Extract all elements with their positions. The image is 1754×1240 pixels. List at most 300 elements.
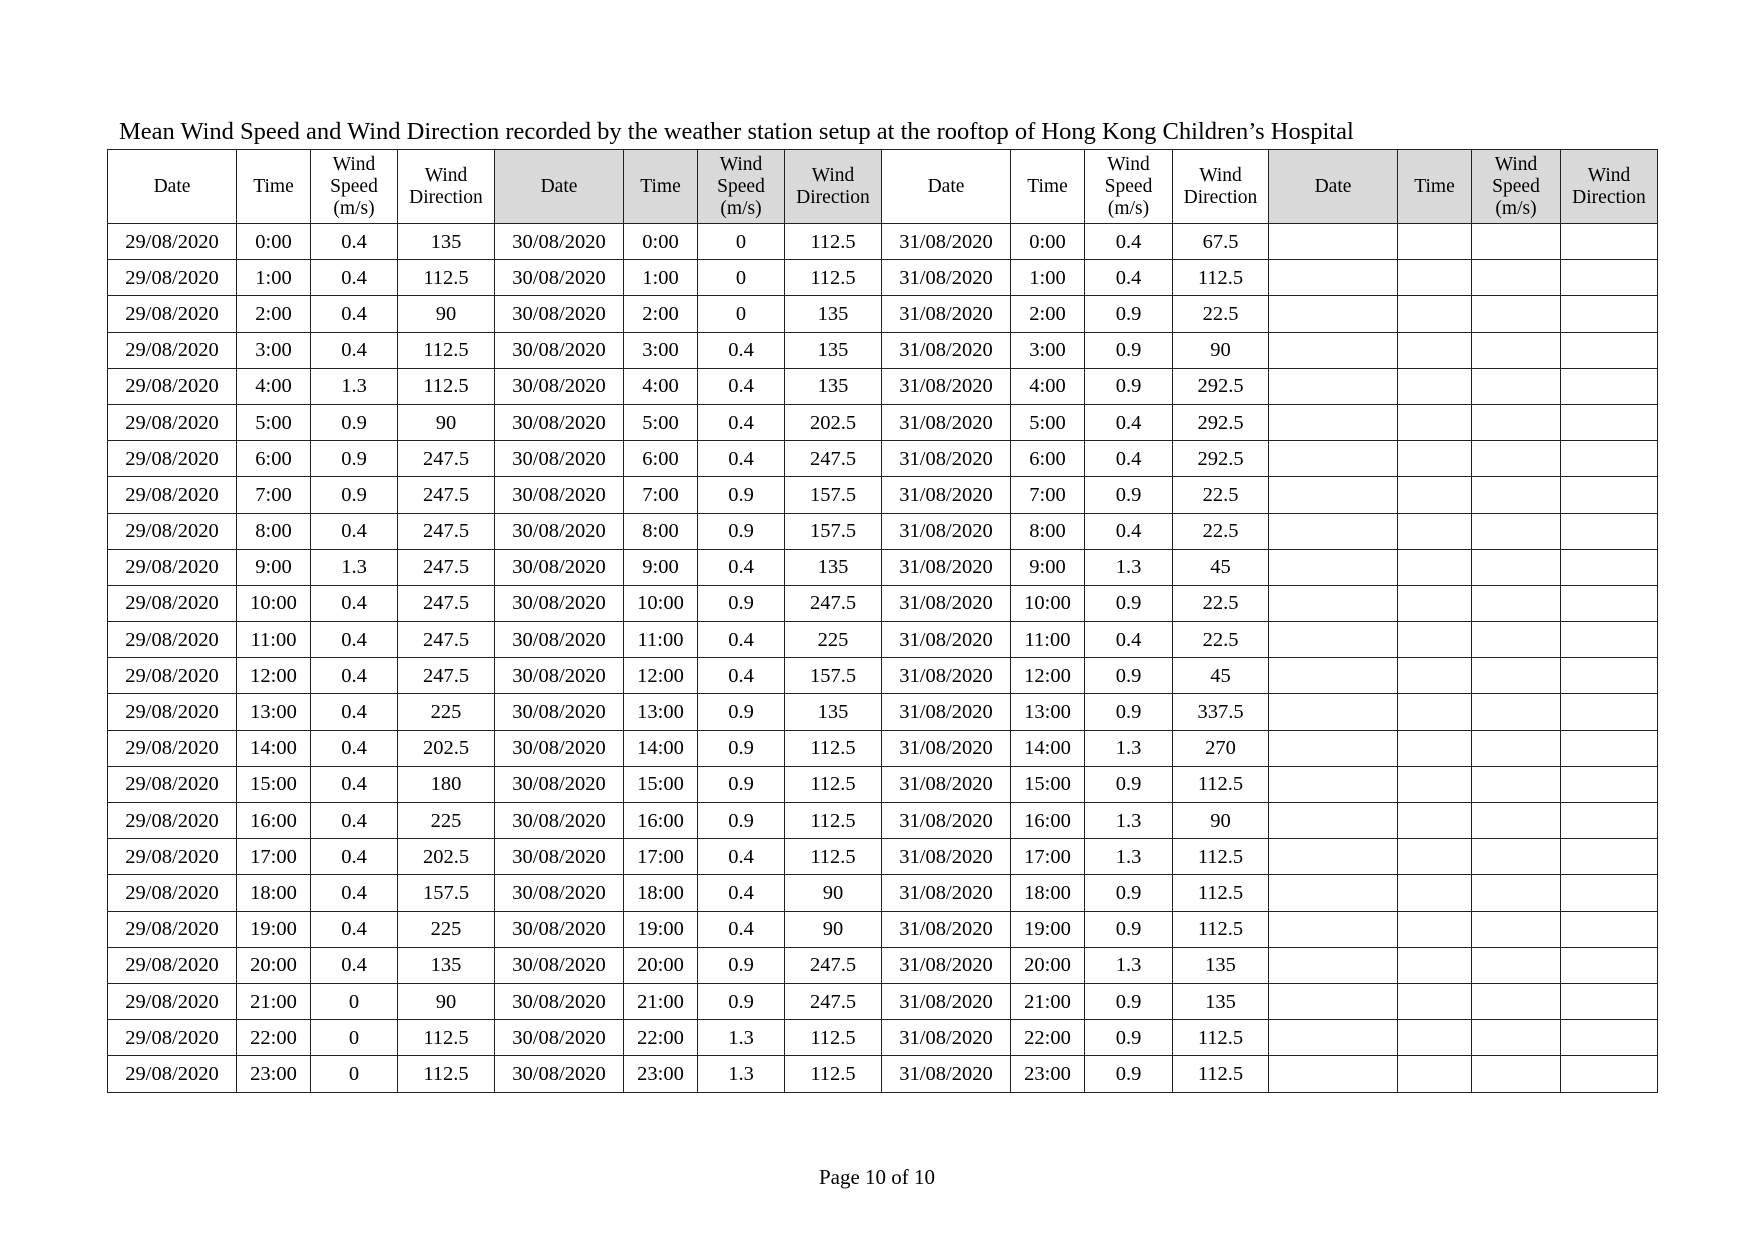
wind-direction-cell: 112.5 [398, 368, 495, 404]
date-cell: 30/08/2020 [495, 296, 624, 332]
wind-speed-cell: 0.9 [311, 477, 398, 513]
wind-direction-cell: 157.5 [785, 513, 882, 549]
wind-speed-cell: 0 [311, 1020, 398, 1056]
wind-direction-cell: 22.5 [1173, 477, 1269, 513]
time-cell: 19:00 [1011, 911, 1085, 947]
table-row [108, 658, 1658, 694]
wind-speed-cell: 0.9 [1085, 1020, 1173, 1056]
wind-speed-cell: 0.9 [1085, 477, 1173, 513]
date-cell: 30/08/2020 [495, 694, 624, 730]
wind-speed-cell: 0.4 [311, 332, 398, 368]
wind-speed-cell [1472, 549, 1561, 585]
wind-direction-cell: 247.5 [398, 622, 495, 658]
date-cell: 31/08/2020 [882, 658, 1011, 694]
date-cell [1269, 911, 1398, 947]
table-row [108, 694, 1658, 730]
time-cell: 0:00 [624, 224, 698, 260]
wind-speed-cell: 0 [311, 1056, 398, 1092]
wind-direction-cell: 247.5 [398, 549, 495, 585]
date-cell: 30/08/2020 [495, 983, 624, 1019]
time-cell: 2:00 [1011, 296, 1085, 332]
date-cell: 30/08/2020 [495, 368, 624, 404]
time-cell: 5:00 [624, 404, 698, 440]
wind-direction-cell: 135 [1173, 947, 1269, 983]
time-cell: 9:00 [624, 549, 698, 585]
time-cell: 8:00 [624, 513, 698, 549]
time-cell: 21:00 [624, 983, 698, 1019]
wind-direction-cell: 135 [1173, 983, 1269, 1019]
time-cell: 18:00 [624, 875, 698, 911]
wind-direction-cell [1561, 694, 1658, 730]
date-cell: 31/08/2020 [882, 911, 1011, 947]
time-cell [1398, 404, 1472, 440]
wind-direction-cell: 247.5 [785, 947, 882, 983]
time-cell: 23:00 [624, 1056, 698, 1092]
page-number: Page 10 of 10 [818, 1165, 936, 1189]
wind-direction-cell: 22.5 [1173, 585, 1269, 621]
date-cell: 29/08/2020 [108, 1020, 237, 1056]
date-cell: 30/08/2020 [495, 875, 624, 911]
date-cell [1269, 875, 1398, 911]
wind-direction-cell [1561, 803, 1658, 839]
table-row [108, 332, 1658, 368]
header-wind-direction: Wind Direction [398, 150, 495, 224]
wind-speed-cell: 0.4 [311, 947, 398, 983]
time-cell: 18:00 [237, 875, 311, 911]
time-cell: 3:00 [237, 332, 311, 368]
wind-speed-cell [1472, 730, 1561, 766]
wind-speed-cell [1472, 332, 1561, 368]
date-cell: 31/08/2020 [882, 1056, 1011, 1092]
wind-direction-cell: 112.5 [785, 730, 882, 766]
date-cell [1269, 658, 1398, 694]
wind-speed-cell: 0.4 [311, 875, 398, 911]
time-cell: 1:00 [1011, 260, 1085, 296]
wind-direction-cell: 112.5 [785, 1056, 882, 1092]
wind-direction-cell [1561, 730, 1658, 766]
time-cell: 6:00 [237, 441, 311, 477]
wind-speed-cell: 0.9 [698, 477, 785, 513]
date-cell [1269, 332, 1398, 368]
wind-direction-cell: 112.5 [398, 332, 495, 368]
time-cell: 12:00 [624, 658, 698, 694]
time-cell [1398, 513, 1472, 549]
header-wind-direction: Wind Direction [1173, 150, 1269, 224]
wind-speed-cell: 0.9 [1085, 332, 1173, 368]
time-cell: 20:00 [624, 947, 698, 983]
wind-direction-cell: 135 [785, 694, 882, 730]
date-cell [1269, 766, 1398, 802]
time-cell: 7:00 [237, 477, 311, 513]
date-cell: 30/08/2020 [495, 911, 624, 947]
date-cell: 29/08/2020 [108, 766, 237, 802]
time-cell [1398, 477, 1472, 513]
wind-speed-cell: 0.4 [698, 404, 785, 440]
wind-speed-cell [1472, 368, 1561, 404]
time-cell: 16:00 [1011, 803, 1085, 839]
wind-direction-cell [1561, 296, 1658, 332]
date-cell: 29/08/2020 [108, 730, 237, 766]
wind-direction-cell: 270 [1173, 730, 1269, 766]
wind-speed-cell: 0.9 [1085, 911, 1173, 947]
wind-direction-cell: 247.5 [785, 585, 882, 621]
header-wind-speed: Wind Speed (m/s) [1085, 150, 1173, 224]
date-cell: 29/08/2020 [108, 1056, 237, 1092]
time-cell: 2:00 [237, 296, 311, 332]
wind-speed-cell: 0.9 [698, 694, 785, 730]
date-cell [1269, 477, 1398, 513]
date-cell [1269, 983, 1398, 1019]
header-wind-speed: Wind Speed (m/s) [1472, 150, 1561, 224]
time-cell: 12:00 [1011, 658, 1085, 694]
wind-direction-cell: 112.5 [1173, 1056, 1269, 1092]
time-cell: 5:00 [1011, 404, 1085, 440]
wind-speed-cell: 0.9 [1085, 658, 1173, 694]
date-cell [1269, 1020, 1398, 1056]
wind-direction-cell: 247.5 [398, 513, 495, 549]
time-cell: 22:00 [624, 1020, 698, 1056]
table-row [108, 730, 1658, 766]
wind-direction-cell: 202.5 [785, 404, 882, 440]
date-cell: 30/08/2020 [495, 477, 624, 513]
wind-direction-cell [1561, 441, 1658, 477]
date-cell: 31/08/2020 [882, 983, 1011, 1019]
time-cell: 1:00 [624, 260, 698, 296]
time-cell: 14:00 [1011, 730, 1085, 766]
date-cell [1269, 585, 1398, 621]
wind-direction-cell [1561, 622, 1658, 658]
wind-direction-cell: 112.5 [398, 1020, 495, 1056]
date-cell: 29/08/2020 [108, 947, 237, 983]
date-cell: 29/08/2020 [108, 477, 237, 513]
time-cell: 14:00 [624, 730, 698, 766]
time-cell: 9:00 [237, 549, 311, 585]
wind-direction-cell [1561, 1020, 1658, 1056]
wind-speed-cell: 1.3 [1085, 549, 1173, 585]
wind-speed-cell: 0.4 [311, 839, 398, 875]
time-cell: 11:00 [1011, 622, 1085, 658]
date-cell: 29/08/2020 [108, 549, 237, 585]
wind-speed-cell: 0.9 [698, 513, 785, 549]
wind-direction-cell: 90 [1173, 332, 1269, 368]
time-cell [1398, 296, 1472, 332]
time-cell: 3:00 [1011, 332, 1085, 368]
wind-speed-cell: 0.4 [698, 549, 785, 585]
wind-direction-cell [1561, 947, 1658, 983]
date-cell: 31/08/2020 [882, 477, 1011, 513]
wind-speed-cell: 0.4 [311, 224, 398, 260]
time-cell: 21:00 [1011, 983, 1085, 1019]
table-row [108, 441, 1658, 477]
table-row [108, 549, 1658, 585]
wind-direction-cell: 135 [785, 296, 882, 332]
wind-speed-cell: 0.9 [311, 441, 398, 477]
wind-speed-cell: 0.4 [311, 766, 398, 802]
time-cell: 20:00 [1011, 947, 1085, 983]
date-cell: 29/08/2020 [108, 622, 237, 658]
date-cell: 31/08/2020 [882, 513, 1011, 549]
wind-direction-cell: 45 [1173, 549, 1269, 585]
date-cell [1269, 296, 1398, 332]
wind-direction-cell: 157.5 [398, 875, 495, 911]
wind-speed-cell: 0.4 [698, 332, 785, 368]
time-cell: 13:00 [624, 694, 698, 730]
wind-speed-cell: 0.4 [311, 803, 398, 839]
wind-speed-cell: 0.9 [698, 585, 785, 621]
wind-speed-cell: 0.9 [311, 404, 398, 440]
time-cell: 15:00 [237, 766, 311, 802]
date-cell [1269, 404, 1398, 440]
date-cell: 30/08/2020 [495, 947, 624, 983]
date-cell [1269, 839, 1398, 875]
time-cell: 2:00 [624, 296, 698, 332]
wind-direction-cell: 112.5 [785, 260, 882, 296]
time-cell [1398, 1020, 1472, 1056]
date-cell: 30/08/2020 [495, 839, 624, 875]
time-cell [1398, 911, 1472, 947]
wind-speed-cell: 0.9 [1085, 875, 1173, 911]
wind-speed-cell [1472, 911, 1561, 947]
wind-direction-cell [1561, 983, 1658, 1019]
date-cell: 29/08/2020 [108, 404, 237, 440]
wind-speed-cell [1472, 585, 1561, 621]
wind-direction-cell: 90 [398, 983, 495, 1019]
wind-speed-cell [1472, 983, 1561, 1019]
wind-speed-cell: 0.9 [698, 983, 785, 1019]
time-cell: 14:00 [237, 730, 311, 766]
table-row [108, 260, 1658, 296]
time-cell: 22:00 [1011, 1020, 1085, 1056]
wind-speed-cell: 0.4 [698, 875, 785, 911]
header-time: Time [237, 150, 311, 224]
wind-direction-cell [1561, 260, 1658, 296]
wind-direction-cell: 247.5 [785, 441, 882, 477]
date-cell [1269, 441, 1398, 477]
wind-speed-cell: 0.4 [1085, 404, 1173, 440]
table-row [108, 224, 1658, 260]
wind-speed-cell [1472, 1056, 1561, 1092]
wind-speed-cell [1472, 766, 1561, 802]
wind-speed-cell: 0.4 [698, 658, 785, 694]
date-cell: 30/08/2020 [495, 622, 624, 658]
time-cell [1398, 875, 1472, 911]
date-cell: 29/08/2020 [108, 983, 237, 1019]
wind-speed-cell: 0.4 [698, 911, 785, 947]
date-cell: 31/08/2020 [882, 947, 1011, 983]
wind-direction-cell: 112.5 [1173, 766, 1269, 802]
wind-speed-cell: 0.9 [1085, 766, 1173, 802]
wind-speed-cell: 0.4 [311, 513, 398, 549]
time-cell [1398, 1056, 1472, 1092]
time-cell [1398, 694, 1472, 730]
wind-direction-cell: 90 [1173, 803, 1269, 839]
date-cell: 31/08/2020 [882, 839, 1011, 875]
time-cell: 1:00 [237, 260, 311, 296]
wind-direction-cell: 180 [398, 766, 495, 802]
table-row [108, 622, 1658, 658]
date-cell: 30/08/2020 [495, 730, 624, 766]
wind-direction-cell: 292.5 [1173, 441, 1269, 477]
wind-speed-cell: 0.9 [698, 947, 785, 983]
date-cell: 31/08/2020 [882, 441, 1011, 477]
wind-direction-cell [1561, 658, 1658, 694]
time-cell: 7:00 [1011, 477, 1085, 513]
wind-speed-cell: 0.4 [1085, 441, 1173, 477]
header-wind-direction: Wind Direction [1561, 150, 1658, 224]
time-cell [1398, 332, 1472, 368]
wind-speed-cell: 0.9 [1085, 983, 1173, 1019]
wind-direction-cell [1561, 368, 1658, 404]
wind-speed-cell: 1.3 [1085, 839, 1173, 875]
time-cell [1398, 224, 1472, 260]
wind-speed-cell: 0.9 [1085, 585, 1173, 621]
time-cell: 18:00 [1011, 875, 1085, 911]
header-date: Date [882, 150, 1011, 224]
date-cell: 29/08/2020 [108, 585, 237, 621]
time-cell: 4:00 [1011, 368, 1085, 404]
table-caption: Mean Wind Speed and Wind Direction recorded by the weather station setup at the rooftop of Hong Kong Children’s Hospital [119, 118, 1354, 145]
wind-direction-cell: 247.5 [398, 441, 495, 477]
time-cell [1398, 983, 1472, 1019]
wind-data-table [107, 149, 1658, 1093]
date-cell: 31/08/2020 [882, 803, 1011, 839]
time-cell [1398, 549, 1472, 585]
wind-direction-cell: 112.5 [1173, 875, 1269, 911]
date-cell: 29/08/2020 [108, 803, 237, 839]
wind-direction-cell [1561, 875, 1658, 911]
time-cell: 12:00 [237, 658, 311, 694]
table-row [108, 947, 1658, 983]
time-cell: 17:00 [1011, 839, 1085, 875]
wind-direction-cell: 292.5 [1173, 404, 1269, 440]
wind-direction-cell: 157.5 [785, 477, 882, 513]
wind-speed-cell: 1.3 [1085, 803, 1173, 839]
time-cell: 16:00 [624, 803, 698, 839]
date-cell: 31/08/2020 [882, 260, 1011, 296]
wind-speed-cell [1472, 803, 1561, 839]
time-cell: 19:00 [237, 911, 311, 947]
wind-direction-cell: 292.5 [1173, 368, 1269, 404]
wind-direction-cell [1561, 513, 1658, 549]
date-cell [1269, 730, 1398, 766]
time-cell: 4:00 [237, 368, 311, 404]
wind-direction-cell: 247.5 [398, 585, 495, 621]
wind-speed-cell [1472, 296, 1561, 332]
time-cell: 20:00 [237, 947, 311, 983]
time-cell: 6:00 [1011, 441, 1085, 477]
wind-direction-cell [1561, 404, 1658, 440]
table-body [108, 224, 1658, 1093]
header-time: Time [1398, 150, 1472, 224]
date-cell: 29/08/2020 [108, 441, 237, 477]
time-cell: 4:00 [624, 368, 698, 404]
time-cell [1398, 803, 1472, 839]
wind-speed-cell: 1.3 [698, 1056, 785, 1092]
table-row [108, 875, 1658, 911]
header-time: Time [624, 150, 698, 224]
time-cell: 10:00 [237, 585, 311, 621]
date-cell: 31/08/2020 [882, 585, 1011, 621]
date-cell: 30/08/2020 [495, 585, 624, 621]
table-row [108, 839, 1658, 875]
date-cell [1269, 224, 1398, 260]
date-cell: 30/08/2020 [495, 404, 624, 440]
date-cell [1269, 1056, 1398, 1092]
wind-speed-cell [1472, 404, 1561, 440]
wind-direction-cell: 112.5 [1173, 260, 1269, 296]
wind-direction-cell: 67.5 [1173, 224, 1269, 260]
header-date: Date [1269, 150, 1398, 224]
wind-direction-cell [1561, 332, 1658, 368]
wind-speed-cell: 0.4 [1085, 622, 1173, 658]
date-cell: 29/08/2020 [108, 260, 237, 296]
wind-direction-cell: 225 [398, 911, 495, 947]
wind-speed-cell: 0.9 [698, 730, 785, 766]
table-row [108, 1020, 1658, 1056]
date-cell [1269, 947, 1398, 983]
time-cell: 22:00 [237, 1020, 311, 1056]
wind-direction-cell: 247.5 [398, 477, 495, 513]
time-cell: 10:00 [624, 585, 698, 621]
header-date: Date [495, 150, 624, 224]
wind-direction-cell: 225 [785, 622, 882, 658]
wind-speed-cell: 0.4 [698, 441, 785, 477]
time-cell: 23:00 [1011, 1056, 1085, 1092]
date-cell [1269, 368, 1398, 404]
date-cell: 31/08/2020 [882, 730, 1011, 766]
time-cell: 10:00 [1011, 585, 1085, 621]
wind-speed-cell [1472, 513, 1561, 549]
wind-speed-cell: 0.4 [311, 296, 398, 332]
wind-direction-cell: 247.5 [785, 983, 882, 1019]
date-cell: 31/08/2020 [882, 622, 1011, 658]
date-cell [1269, 622, 1398, 658]
header-wind-direction: Wind Direction [785, 150, 882, 224]
wind-direction-cell: 90 [785, 875, 882, 911]
date-cell: 31/08/2020 [882, 296, 1011, 332]
wind-speed-cell: 0 [311, 983, 398, 1019]
time-cell [1398, 947, 1472, 983]
date-cell: 30/08/2020 [495, 260, 624, 296]
header-date: Date [108, 150, 237, 224]
wind-speed-cell: 0.4 [698, 839, 785, 875]
date-cell: 30/08/2020 [495, 441, 624, 477]
wind-speed-cell: 0.9 [1085, 694, 1173, 730]
wind-speed-cell: 0.4 [698, 622, 785, 658]
date-cell: 29/08/2020 [108, 368, 237, 404]
wind-speed-cell [1472, 947, 1561, 983]
date-cell [1269, 694, 1398, 730]
wind-speed-cell [1472, 477, 1561, 513]
time-cell: 5:00 [237, 404, 311, 440]
header-time: Time [1011, 150, 1085, 224]
date-cell [1269, 803, 1398, 839]
time-cell [1398, 658, 1472, 694]
date-cell: 31/08/2020 [882, 875, 1011, 911]
date-cell: 30/08/2020 [495, 658, 624, 694]
date-cell [1269, 260, 1398, 296]
wind-direction-cell: 135 [785, 368, 882, 404]
table-row [108, 911, 1658, 947]
wind-speed-cell: 0.4 [1085, 513, 1173, 549]
wind-speed-cell: 0.9 [698, 803, 785, 839]
wind-speed-cell [1472, 1020, 1561, 1056]
wind-speed-cell [1472, 224, 1561, 260]
date-cell: 31/08/2020 [882, 1020, 1011, 1056]
time-cell: 3:00 [624, 332, 698, 368]
date-cell: 29/08/2020 [108, 332, 237, 368]
time-cell: 7:00 [624, 477, 698, 513]
